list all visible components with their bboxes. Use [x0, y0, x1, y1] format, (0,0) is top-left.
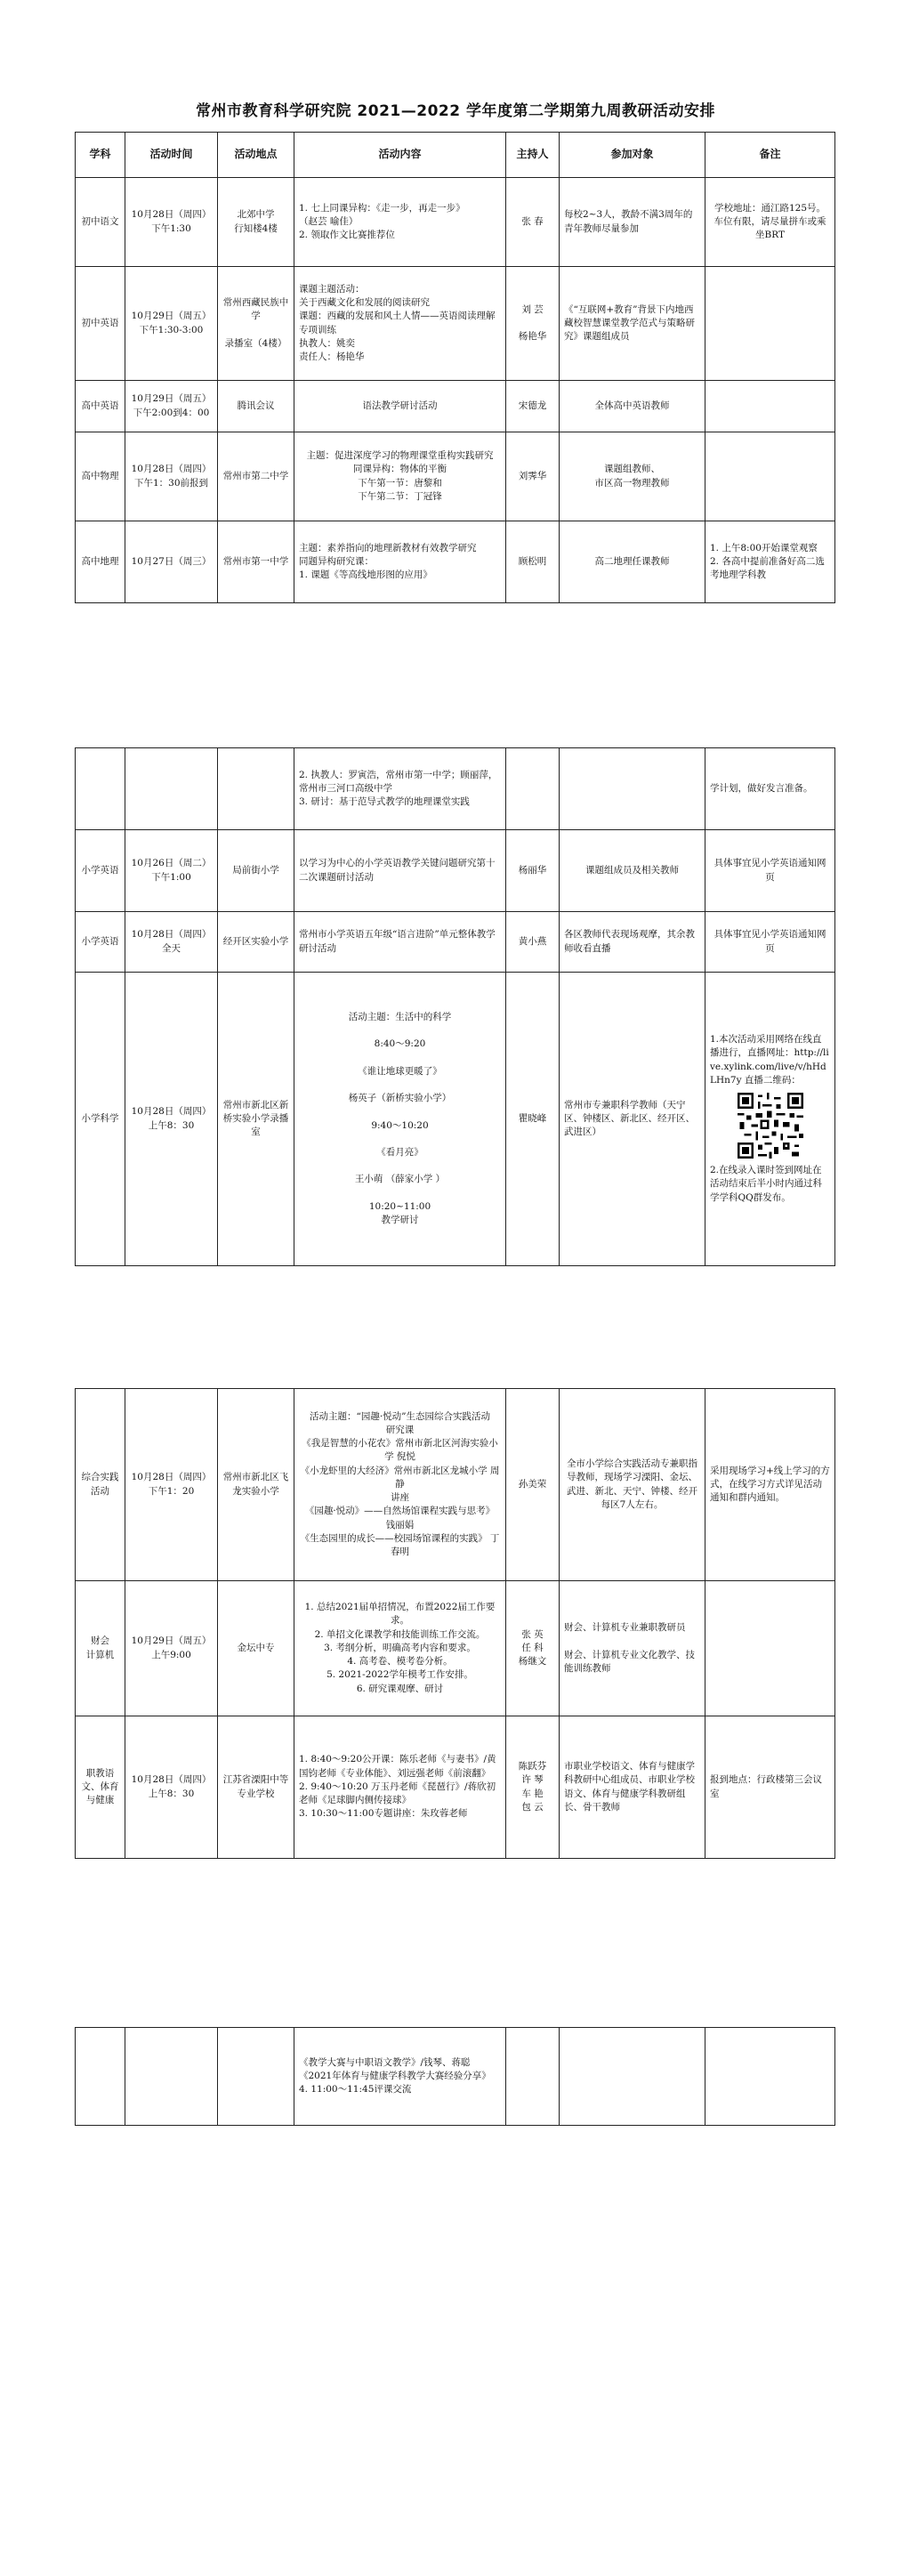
cell-time — [125, 748, 218, 830]
cell-participants: 常州市专兼职科学教师（天宁区、钟楼区、新北区、经开区、武进区） — [560, 973, 705, 1266]
cell-content: 以学习为中心的小学英语教学关键问题研究第十二次课题研讨活动 — [294, 830, 506, 912]
cell-subject: 小学英语 — [76, 912, 125, 973]
cell-participants — [560, 2028, 705, 2126]
cell-participants: 全体高中英语教师 — [560, 381, 705, 432]
cell-content: 语法教学研讨活动 — [294, 381, 506, 432]
cell-subject: 综合实践活动 — [76, 1389, 125, 1581]
cell-content: 活动主题：生活中的科学 8:40～9:20 《谁让地球更暖了》 杨英子（新桥实验小学） 9:40～10:20 《看月亮》 王小萌 （薛家小学 ） 10:20~11:00 教学研讨 — [294, 973, 506, 1266]
cell-host: 张 春 — [506, 178, 560, 267]
cell-subject — [76, 748, 125, 830]
cell-subject: 初中英语 — [76, 267, 125, 381]
cell-host: 杨丽华 — [506, 830, 560, 912]
table-row — [76, 267, 835, 381]
cell-host: 宋德龙 — [506, 381, 560, 432]
cell-notes: 报到地点：行政楼第三会议室 — [705, 1716, 835, 1859]
cell-place: 金坛中专 — [218, 1581, 294, 1716]
cell-notes — [705, 1581, 835, 1716]
cell-host: 黄小燕 — [506, 912, 560, 973]
cell-host: 刘 芸 杨艳华 — [506, 267, 560, 381]
cell-place — [218, 2028, 294, 2126]
header-row — [76, 133, 835, 178]
cell-time: 10月27日（周三） — [125, 521, 218, 603]
cell-content: 课题主题活动： 关于西藏文化和发展的阅读研究 课题：西藏的发展和风土人情——英语阅读理解专项训练 执教人：姚奕 责任人：杨艳华 — [294, 267, 506, 381]
cell-content: 1. 七上同课异构：《走一步，再走一步》 （赵芸 喻佳） 2. 领取作文比赛推荐位 — [294, 178, 506, 267]
table-row — [76, 432, 835, 521]
cell-subject: 小学科学 — [76, 973, 125, 1266]
cell-participants: 每校2~3人，教龄不满3周年的青年教师尽量参加 — [560, 178, 705, 267]
table-row — [76, 830, 835, 912]
cell-subject — [76, 2028, 125, 2126]
cell-content: 常州市小学英语五年级“语言进阶”单元整体教学研讨活动 — [294, 912, 506, 973]
table-row — [76, 381, 835, 432]
cell-subject: 初中语文 — [76, 178, 125, 267]
notes-livestream: 1.本次活动采用网络在线直播进行，直播网址：http://live.xylink.com/live/v/hHdLHn7y 直播二维码： — [710, 1034, 829, 1086]
header-notes: 备注 — [705, 133, 835, 178]
cell-host: 孙美荣 — [506, 1389, 560, 1581]
cell-content: 1. 8:40～9:20公开课：陈乐老师《与妻书》/黄国钧老师《专业体能》、刘远强老师《前滚翻》 2. 9:40～10:20 万玉丹老师《琵琶行》/蒋欣初老师《足球脚内侧传接球》 3. 10:30～11:00专题讲座：朱玫蓉老师 — [294, 1716, 506, 1859]
cell-subject: 高中地理 — [76, 521, 125, 603]
cell-content: 主题：促进深度学习的物理课堂重构实践研究 同课异构：物体的平衡 下午第一节：唐黎和 下午第二节：丁冠锋 — [294, 432, 506, 521]
cell-time: 10月29日（周五） 下午2:00到4：00 — [125, 381, 218, 432]
schedule-table-2 — [75, 747, 835, 1266]
cell-time: 10月28日（周四） 全天 — [125, 912, 218, 973]
cell-notes — [705, 381, 835, 432]
cell-place: 常州市第一中学 — [218, 521, 294, 603]
cell-participants: 市职业学校语文、体育与健康学科教研中心组成员、市职业学校语文、体育与健康学科教研组长、骨干教师 — [560, 1716, 705, 1859]
cell-notes: 具体事宜见小学英语通知网页 — [705, 830, 835, 912]
schedule-table-1 — [75, 132, 835, 603]
cell-content: 活动主题：“园趣·悦动”生态园综合实践活动 研究课 《我是智慧的小花农》常州市新北区河海实验小学 倪悦 《小龙虾里的大经济》常州市新北区龙城小学 周静 讲座 《园趣·悦动》——自然场馆课程实践与思考》 钱丽娟 《生态园里的成长——校园场馆课程的实践》 丁春明 — [294, 1389, 506, 1581]
cell-time: 10月28日（周四） 下午1：20 — [125, 1389, 218, 1581]
table-row — [76, 1389, 835, 1581]
cell-place: 局前街小学 — [218, 830, 294, 912]
cell-notes: 学校地址：通江路125号。 车位有限，请尽量拼车或乘坐BRT — [705, 178, 835, 267]
cell-participants: 全市小学综合实践活动专兼职指导教师，现场学习溧阳、金坛、武进、新北、天宁、钟楼、经开每区7人左右。 — [560, 1389, 705, 1581]
cell-notes: 1. 上午8:00开始课堂观察 2. 各高中提前准备好高二选考地理学科教 — [705, 521, 835, 603]
cell-time — [125, 2028, 218, 2126]
header-place: 活动地点 — [218, 133, 294, 178]
header-time: 活动时间 — [125, 133, 218, 178]
cell-time: 10月29日（周五） 上午9:00 — [125, 1581, 218, 1716]
cell-notes: 具体事宜见小学英语通知网页 — [705, 912, 835, 973]
cell-place: 常州市新北区新桥实验小学录播室 — [218, 973, 294, 1266]
cell-participants: 《“互联网+教育”背景下内地西藏校智慧课堂教学范式与策略研究》课题组成员 — [560, 267, 705, 381]
cell-notes: 采用现场学习+线上学习的方式，在线学习方式详见活动通知和群内通知。 — [705, 1389, 835, 1581]
schedule-table-3 — [75, 1388, 835, 1859]
cell-host — [506, 2028, 560, 2126]
cell-host: 刘霁华 — [506, 432, 560, 521]
cell-notes — [705, 2028, 835, 2126]
cell-notes — [705, 267, 835, 381]
cell-participants — [560, 748, 705, 830]
cell-host: 张 英 任 科 杨继文 — [506, 1581, 560, 1716]
cell-host: 瞿晓峰 — [506, 973, 560, 1266]
table-row — [76, 1581, 835, 1716]
table-row — [76, 178, 835, 267]
cell-place: 北郊中学 行知楼4楼 — [218, 178, 294, 267]
notes-checkin: 2.在线录入课时签到网址在活动结束后半小时内通过科学学科QQ群发布。 — [710, 1165, 822, 1203]
cell-time: 10月28日（周四） 上午8：30 — [125, 973, 218, 1266]
cell-subject: 高中英语 — [76, 381, 125, 432]
cell-participants: 财会、计算机专业兼职教研员 财会、计算机专业文化教学、技能训练教师 — [560, 1581, 705, 1716]
cell-content: 1. 总结2021届单招情况，布置2022届工作要求。 2. 单招文化课教学和技能训练工作交流。 3. 考纲分析，明确高考内容和要求。 4. 高考卷、模考卷分析。 5. 2021-2022学年模考工作安排。 6. 研究课观摩、研讨 — [294, 1581, 506, 1716]
page-title: 常州市教育科学研究院 2021—2022 学年度第二学期第九周教研活动安排 — [196, 102, 715, 120]
cell-subject: 小学英语 — [76, 830, 125, 912]
cell-place: 常州西藏民族中学 录播室（4楼） — [218, 267, 294, 381]
cell-time: 10月26日（周二） 下午1:00 — [125, 830, 218, 912]
cell-time: 10月28日（周四） 下午1：30前报到 — [125, 432, 218, 521]
cell-place — [218, 748, 294, 830]
cell-notes: 学计划，做好发言准备。 — [705, 748, 835, 830]
qr-code-icon[interactable] — [738, 1093, 803, 1159]
cell-place: 腾讯会议 — [218, 381, 294, 432]
cell-subject: 财会 计算机 — [76, 1581, 125, 1716]
cell-subject: 高中物理 — [76, 432, 125, 521]
table-row — [76, 1716, 835, 1859]
cell-time: 10月28日（周四） 上午8：30 — [125, 1716, 218, 1859]
cell-time: 10月29日（周五） 下午1:30-3:00 — [125, 267, 218, 381]
cell-place: 常州市新北区飞龙实验小学 — [218, 1389, 294, 1581]
table-row — [76, 2028, 835, 2126]
table-row — [76, 912, 835, 973]
cell-place: 经开区实验小学 — [218, 912, 294, 973]
cell-place: 常州市第二中学 — [218, 432, 294, 521]
cell-host — [506, 748, 560, 830]
cell-content: 2. 执教人：罗寅浩，常州市第一中学；顾丽萍，常州市三河口高级中学 3. 研讨：基于范导式教学的地理课堂实践 — [294, 748, 506, 830]
cell-participants: 课题组教师、 市区高一物理教师 — [560, 432, 705, 521]
cell-notes — [705, 432, 835, 521]
cell-participants: 高二地理任课教师 — [560, 521, 705, 603]
table-row — [76, 748, 835, 830]
header-host: 主持人 — [506, 133, 560, 178]
cell-participants: 各区教师代表现场观摩，其余教师收看直播 — [560, 912, 705, 973]
cell-content: 主题：素养指向的地理新教材有效教学研究 同题异构研究课： 1. 课题《等高线地形图的应用》 — [294, 521, 506, 603]
cell-place: 江苏省溧阳中等专业学校 — [218, 1716, 294, 1859]
cell-content: 《教学大赛与中职语文教学》/钱琴、蒋聪《2021年体育与健康学科教学大赛经验分享》 4. 11:00～11:45评课交流 — [294, 2028, 506, 2126]
cell-host: 陈跃芬 许 琴 车 艳 包 云 — [506, 1716, 560, 1859]
cell-host: 顾松明 — [506, 521, 560, 603]
table-row — [76, 521, 835, 603]
schedule-table-4 — [75, 2027, 835, 2126]
cell-notes — [705, 973, 835, 1266]
header-content: 活动内容 — [294, 133, 506, 178]
table-row — [76, 973, 835, 1266]
cell-participants: 课题组成员及相关教师 — [560, 830, 705, 912]
cell-time: 10月28日（周四） 下午1:30 — [125, 178, 218, 267]
header-subject: 学科 — [76, 133, 125, 178]
cell-subject: 职教语文、体育与健康 — [76, 1716, 125, 1859]
header-participants: 参加对象 — [560, 133, 705, 178]
